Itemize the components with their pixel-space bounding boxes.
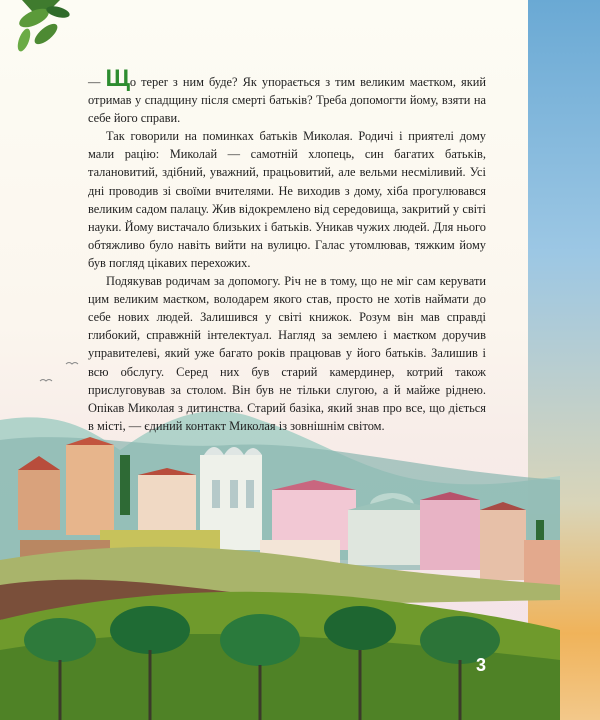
drop-cap: Щ	[105, 65, 130, 92]
dash: —	[88, 75, 106, 89]
paragraph-1-text: о теper з ним буде? Як упорається з тим великим маєтком, який отримав у спадщину після смерті батьків? Треба допомогти йому, взяти на себе його справи.	[88, 75, 486, 126]
paragraph-1	[88, 65, 486, 127]
bird	[40, 380, 52, 382]
leaves-decoration	[15, 0, 71, 53]
paragraph-3: Подякував родичам за допомогу. Річ не в тому, що не міг сам керувати цим великим маєтком, володарем якого став, просто не хотів наймати до себе нових людей. Залишився у світі книжок. Розум він мав справді глибокий, справжній інтелектуал. Нагляд за землею і маєтком доручив управителеві, який уже багато років працював у його батьків. Залишив і всю обслугу. Серед них був старий камердинер, котрий також прислуговував за столом. Він був не тільки слугою, а й майже ріднею. Опікав Миколая з дитинства. Старий базіка, який знав про все, що діється в місті, — єдиний контакт Миколая із зовнішнім світом.	[88, 274, 486, 433]
page-number: 3	[476, 655, 487, 675]
bird	[66, 363, 78, 365]
story-text	[88, 65, 486, 435]
paragraph-2: Так говорили на поминках батьків Миколая. Родичі і приятелі дому мали рацію: Миколай — самотній хлопець, син багатих батьків, талановитий, здібний, уважний, працьовитий, але вельми несміливий. Усі дні проводив зі своїми вчителями. Не виходив з дому, хіба прогулювався великим садом палацу. Жив відокремлено від середовища, закритий у світі науки. Йому вистачало близьких і батьків. Уникав чужих людей. Для нього обтяжливо було навіть вийти на вулицю. Галас утомлював, тяжким йому був погляд цікавих перехожих.	[88, 129, 486, 270]
